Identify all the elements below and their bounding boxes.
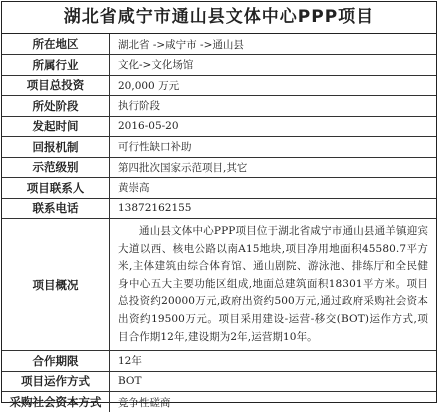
project-overview-text: 通山县文体中心PPP项目位于湖北省咸宁市通山县通羊镇迎宾大道以西、核电公路以南A15地块,项目净用地面积45580.7平方米,主体建筑由综合体育馆、通山剧院、游泳池、排练厅和全民健身中心五大主要功能区组成,地面总建筑面积18301平方米。项目总投资约20000万元,政府出资约500万元,通过政府采购社会资本出资约19500万元。项目采用建设-运营-移交(BOT)运作方式,项目合作期12年,建设期为2年,运营期10年。 (110, 219, 437, 351)
row-value: 第四批次国家示范项目,其它 (110, 157, 437, 178)
table-row (2, 371, 436, 392)
row-value: 竞争性磋商 (110, 392, 437, 412)
row-value: 执行阶段 (110, 96, 437, 117)
row-value: 20,000 万元 (110, 75, 437, 96)
project-info-sheet (1, 1, 437, 410)
table-row (2, 198, 436, 219)
row-label: 采购社会资本方式 (2, 392, 110, 412)
row-label: 所在地区 (2, 34, 110, 55)
page-title: 湖北省咸宁市通山县文体中心PPP项目 (2, 2, 436, 34)
row-value: BOT (110, 371, 437, 392)
row-value: 12年 (110, 351, 437, 372)
row-label: 联系电话 (2, 198, 110, 219)
row-label: 所属行业 (2, 55, 110, 76)
row-label: 项目概况 (2, 219, 110, 351)
table-row (2, 116, 436, 137)
table-row (2, 55, 436, 76)
row-value: 文化->文化场馆 (110, 55, 437, 76)
project-info-table (2, 34, 436, 412)
row-label: 发起时间 (2, 116, 110, 137)
row-value: 2016-05-20 (110, 116, 437, 137)
table-row (2, 351, 436, 372)
table-row (2, 34, 436, 55)
table-row (2, 178, 436, 199)
table-row (2, 392, 436, 412)
table-row (2, 157, 436, 178)
row-value: 黄崇高 (110, 178, 437, 199)
row-label: 示范级别 (2, 157, 110, 178)
table-row (2, 96, 436, 117)
table-row (2, 75, 436, 96)
row-value: 13872162155 (110, 198, 437, 219)
row-label: 项目运作方式 (2, 371, 110, 392)
row-label: 合作期限 (2, 351, 110, 372)
table-row (2, 137, 436, 158)
row-label: 项目总投资 (2, 75, 110, 96)
row-value: 湖北省 ->咸宁市 ->通山县 (110, 34, 437, 55)
row-label: 项目联系人 (2, 178, 110, 199)
row-label: 所处阶段 (2, 96, 110, 117)
table-row-overview (2, 219, 436, 351)
row-label: 回报机制 (2, 137, 110, 158)
row-value: 可行性缺口补助 (110, 137, 437, 158)
